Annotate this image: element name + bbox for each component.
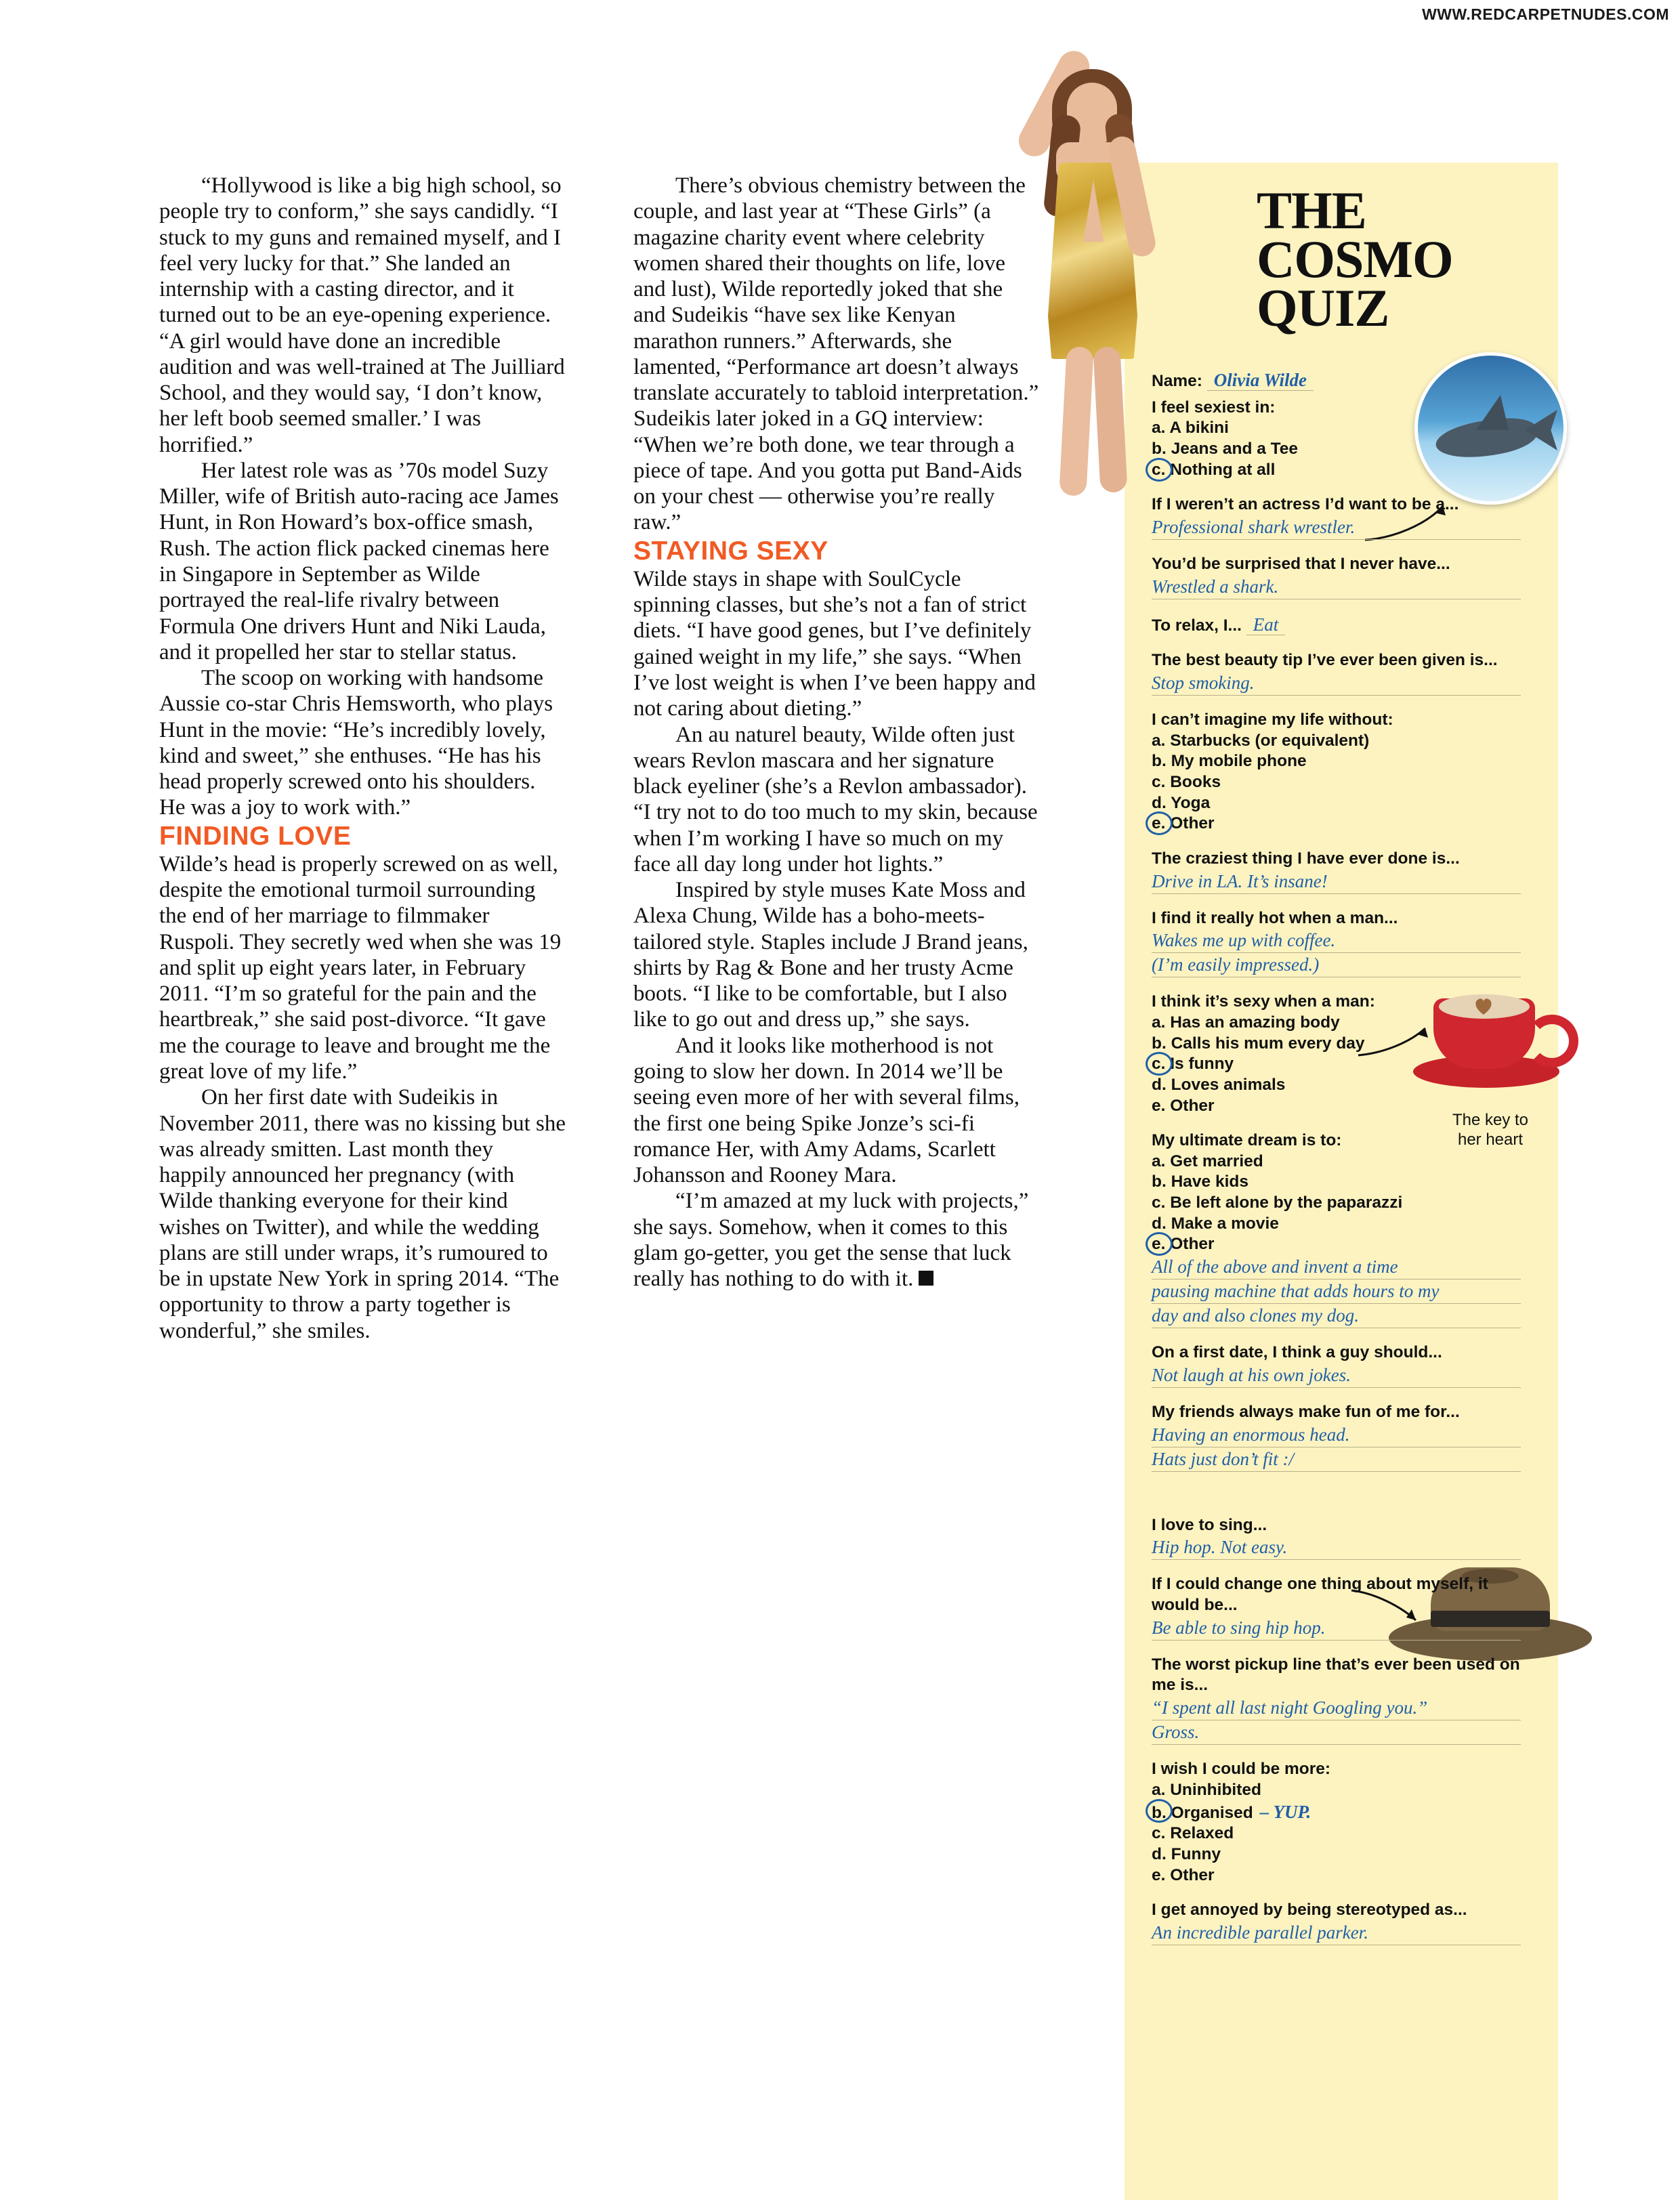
quiz-prompt: My friends always make fun of me for... [1152, 1402, 1460, 1421]
quiz-option[interactable]: c. Relaxed [1152, 1824, 1234, 1843]
quiz-option-selected[interactable]: e. Other [1152, 813, 1521, 834]
quiz-option-selected[interactable]: c. Nothing at all [1152, 460, 1521, 481]
quiz-answer[interactable]: An incredible parallel parker. [1152, 1921, 1521, 1945]
quiz-prompt: I love to sing... [1152, 1515, 1267, 1534]
quiz-answer-line-2[interactable]: Gross. [1152, 1720, 1521, 1745]
quiz-answer-line-2[interactable]: pausing machine that adds hours to my [1152, 1279, 1521, 1304]
quiz-answer[interactable]: Stop smoking. [1152, 671, 1521, 696]
quiz-options [1152, 1151, 1521, 1255]
paragraph: Wilde’s head is properly screwed on as well, despite the emotional turmoil surrounding the end of her marriage to filmmaker Ruspoli. They secretly wed when she was 19 and split up eight years later, in February 2011. “I’m so grateful for the pain and the heartbreak,” she said post-divorce. “It gave me the courage to leave and brought me the great love of my life.” [159, 851, 562, 1084]
quiz-option-selected[interactable]: c. Is funny [1152, 1054, 1521, 1075]
quiz-option-selected[interactable] [1152, 1801, 1521, 1824]
quiz-name-row [1152, 369, 1521, 392]
quiz-answer[interactable]: Not laugh at his own jokes. [1152, 1363, 1521, 1388]
quiz-item-14 [1152, 1574, 1521, 1640]
quiz-option[interactable]: a. A bikini [1152, 419, 1229, 438]
quiz-prompt: You’d be surprised that I never have... [1152, 554, 1450, 573]
quiz-prompt: I can’t imagine my life without: [1152, 711, 1393, 729]
quiz-prompt: I wish I could be more: [1152, 1760, 1331, 1779]
quiz-options [1152, 731, 1521, 834]
quiz-item-6 [1152, 710, 1521, 834]
quiz-answer-line-3[interactable]: day and also clones my dog. [1152, 1304, 1521, 1328]
quiz-item-2 [1152, 494, 1521, 540]
section-heading-staying-sexy: STAYING SEXY [633, 536, 828, 566]
paragraph: Inspired by style muses Kate Moss and Alexa Chung, Wilde has a boho-meets-tailored style. Staples include J Brand jeans, shirts by Rag & Bone and her trusty Acme boots. “I like to be comfortable, but I also like to go out and dress up,” she says. [633, 878, 1028, 1032]
name-value: Olivia Wilde [1207, 370, 1314, 391]
name-label: Name: [1152, 372, 1202, 390]
quiz-item-5 [1152, 650, 1521, 696]
quiz-options [1152, 1013, 1521, 1116]
shark-tail [1525, 410, 1557, 450]
quiz-answer[interactable]: Drive in LA. It’s insane! [1152, 870, 1521, 894]
quiz-option[interactable]: c. Be left alone by the paparazzi [1152, 1193, 1403, 1212]
quiz-prompt: To relax, I... [1152, 616, 1242, 635]
quiz-title-line-3: QUIZ [1257, 278, 1389, 337]
model-right-leg [1093, 346, 1127, 493]
quiz-option[interactable]: a. Has an amazing body [1152, 1013, 1340, 1032]
quiz-option[interactable]: d. Yoga [1152, 793, 1211, 812]
quiz-prompt: I feel sexiest in: [1152, 398, 1276, 417]
quiz-answer[interactable]: Hip hop. Not easy. [1152, 1536, 1521, 1560]
quiz-option[interactable]: e. Other [1152, 1865, 1215, 1884]
quiz-option[interactable]: b. Calls his mum every day [1152, 1034, 1365, 1053]
quiz-content [1152, 369, 1521, 1948]
paragraph [633, 1188, 1040, 1292]
end-of-article-mark [919, 1271, 933, 1286]
quiz-options [1152, 418, 1521, 480]
quiz-prompt: The craziest thing I have ever done is... [1152, 849, 1460, 868]
quiz-option[interactable]: d. Funny [1152, 1844, 1221, 1863]
quiz-option[interactable]: a. Uninhibited [1152, 1780, 1261, 1799]
paragraph: An au naturel beauty, Wilde often just wears Revlon mascara and her signature black eyeliner (she’s a Revlon ambassador). “I try not to do too much to my skin, because when I’m working I have so much on my face all day long under hot lights.” [633, 722, 1038, 876]
quiz-prompt: The best beauty tip I’ve ever been given is... [1152, 651, 1498, 670]
article-column-1 [159, 173, 566, 1344]
quiz-item-13 [1152, 1515, 1521, 1561]
quiz-option[interactable]: b. My mobile phone [1152, 752, 1307, 771]
quiz-answer[interactable]: Having an enormous head. [1152, 1423, 1521, 1447]
paragraph: On her first date with Sudeikis in November 2011, there was no kissing but she was already smitten. Last month they happily announced her pregnancy (with Wilde thanking everyone for their kind wishes on Twitter), and while the wedding plans are still under wraps, it’s rumoured to be in upstate New York in spring 2014. “The opportunity to throw a party together is wonderful,” she smiles. [159, 1085, 566, 1343]
quiz-answer[interactable]: Wrestled a shark. [1152, 575, 1521, 599]
quiz-option-selected[interactable]: e. Other [1152, 1234, 1521, 1255]
cup-handle [1526, 1015, 1578, 1067]
quiz-prompt: The worst pickup line that’s ever been used on me is... [1152, 1655, 1520, 1695]
site-watermark: WWW.REDCARPETNUDES.COM [1422, 5, 1669, 23]
paragraph: “Hollywood is like a big high school, so people try to conform,” she says candidly. “I stuck to my guns and remained myself, and I feel very lucky for that.” She landed an internship with a casting director, and it turned out to be an eye-opening experience. “A girl would have done an incredible audition and was well-trained at The Juilliard School, and they would say, ‘I don’t know, her left boob seemed smaller.’ I was horrified.” [159, 173, 565, 457]
quiz-title-line-1: THE [1257, 181, 1366, 240]
quiz-option[interactable]: a. Get married [1152, 1151, 1263, 1170]
quiz-answer[interactable]: Be able to sing hip hop. [1152, 1616, 1521, 1641]
quiz-item-4 [1152, 614, 1521, 637]
quiz-prompt: I find it really hot when a man... [1152, 908, 1398, 927]
quiz-answer-line-2[interactable]: Hats just don’t fit :/ [1152, 1447, 1521, 1472]
paragraph: The scoop on working with handsome Aussie co-star Chris Hemsworth, who plays Hunt in the movie: “He’s incredibly lovely, kind and sweet,” she enthuses. “He has his head properly screwed onto his shoulders. He was a joy to work with.” [159, 666, 553, 820]
quiz-item-1 [1152, 398, 1521, 481]
quiz-answer[interactable]: Professional shark wrestler. [1152, 515, 1521, 540]
model-left-leg [1059, 346, 1093, 496]
quiz-option[interactable]: c. Books [1152, 773, 1221, 792]
quiz-answer[interactable]: Eat [1246, 614, 1286, 635]
quiz-prompt: My ultimate dream is to: [1152, 1131, 1342, 1150]
quiz-item-10 [1152, 1130, 1521, 1328]
caption-line-2: her heart [1457, 1130, 1524, 1149]
quiz-option[interactable]: d. Loves animals [1152, 1075, 1286, 1094]
quiz-item-7 [1152, 849, 1521, 894]
quiz-item-3 [1152, 554, 1521, 599]
quiz-title-line-2: COSMO [1257, 229, 1453, 289]
quiz-inline-answer: – YUP. [1259, 1801, 1311, 1822]
quiz-option[interactable]: d. Make a movie [1152, 1214, 1279, 1233]
quiz-option[interactable]: a. Starbucks (or equivalent) [1152, 731, 1370, 750]
quiz-options [1152, 1780, 1521, 1886]
quiz-title [1257, 181, 1541, 337]
quiz-item-9 [1152, 992, 1521, 1116]
paragraph: Her latest role was as ’70s model Suzy Miller, wife of British auto-racing ace James Hunt, in Ron Howard’s box-office smash, Rush. The action flick packed cinemas here in Singapore in September as Wilde portrayed the real-life rivalry between Formula One drivers Hunt and Niki Lauda, and it propelled her star to stellar status. [159, 458, 559, 664]
quiz-prompt: I think it’s sexy when a man: [1152, 992, 1375, 1011]
quiz-answer[interactable]: Wakes me up with coffee. [1152, 929, 1521, 953]
section-heading-finding-love: FINDING LOVE [159, 821, 352, 851]
paragraph: Wilde stays in shape with SoulCycle spinning classes, but she’s not a fan of strict diets. “I have good genes, but I’ve definitely gained weight in my life,” she says. “When I’ve lost weight is when I’ve been happy and not caring about dieting.” [633, 566, 1036, 721]
quiz-item-12 [1152, 1402, 1521, 1472]
quiz-prompt: On a first date, I think a guy should... [1152, 1343, 1442, 1362]
quiz-prompt: If I could change one thing about myself, it would be... [1152, 1575, 1488, 1615]
article-column-2 [633, 173, 1040, 1292]
quiz-option[interactable]: b. Jeans and a Tee [1152, 440, 1299, 458]
quiz-answer[interactable]: All of the above and invent a time [1152, 1255, 1521, 1279]
caption-line-1: The key to [1452, 1111, 1529, 1129]
quiz-item-17 [1152, 1900, 1521, 1945]
quiz-option[interactable]: b. Have kids [1152, 1172, 1248, 1191]
quiz-answer[interactable]: “I spent all last night Googling you.” [1152, 1696, 1521, 1720]
paragraph-text: “I’m amazed at my luck with projects,” she says. Somehow, when it comes to this glam go-getter, you get the sense that luck really has nothing to do with it. [633, 1189, 1029, 1292]
quiz-item-16 [1152, 1759, 1521, 1886]
quiz-item-8 [1152, 908, 1521, 978]
paragraph: There’s obvious chemistry between the couple, and last year at “These Girls” (a magazine charity event where celebrity women shared their thoughts on life, love and lust), Wilde reportedly joked that she and Sudeikis “have sex like Kenyan marathon runners.” Afterwards, she lamented, “Performance art doesn’t always translate accurately to tabloid interpretation.” Sudeikis later joked in a GQ interview: “When we’re both done, we tear through a piece of tape. And you gotta put Band-Aids on your chest — otherwise you’re really raw.” [633, 173, 1039, 535]
quiz-answer-line-2[interactable]: (I’m easily impressed.) [1152, 953, 1521, 977]
paragraph: And it looks like motherhood is not going to slow her down. In 2014 we’ll be seeing even more of her with several films, the first one being Spike Jonze’s sci-fi romance Her, with Amy Adams, Scarlett Johansson and Rooney Mara. [633, 1033, 1020, 1188]
quiz-prompt: I get annoyed by being stereotyped as... [1152, 1901, 1467, 1920]
quiz-prompt: If I weren’t an actress I’d want to be a... [1152, 495, 1459, 514]
quiz-option-label: b. Organised [1152, 1803, 1253, 1822]
quiz-item-11 [1152, 1342, 1521, 1388]
quiz-option[interactable]: e. Other [1152, 1096, 1215, 1115]
quiz-item-15 [1152, 1655, 1521, 1745]
